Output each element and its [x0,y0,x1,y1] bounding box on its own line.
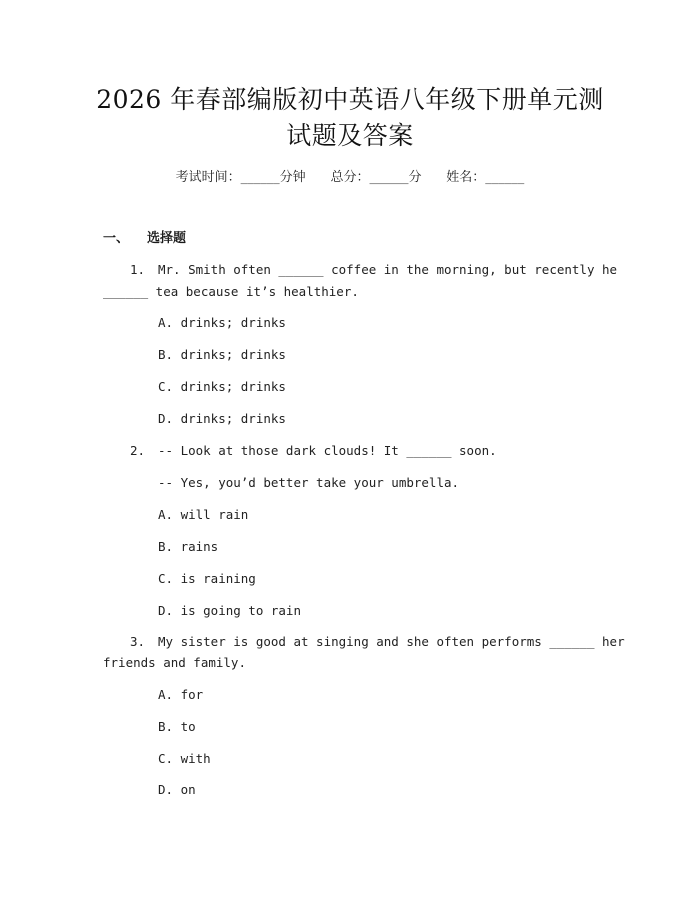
document-title-line-2: 试题及答案 [286,121,414,150]
question-3-option-a: A. for [158,687,204,702]
question-1-number: 1. [130,262,146,277]
question-1-option-d: D. drinks; drinks [158,411,286,426]
section-heading [103,230,186,248]
question-1-stem-line-2: ______ tea because it’s healthier. [103,284,359,299]
section-title: 选择题 [147,231,187,246]
question-2-option-c: C. is raining [158,571,256,586]
document-title-line-1: 2026 年春部编版初中英语八年级下册单元测 [96,85,604,114]
question-2-option-b: B. rains [158,539,219,554]
question-1-stem-line-1: Mr. Smith often ______ coffee in the morning, but recently he [158,262,618,277]
question-2-stem-line-1: -- Look at those dark clouds! It ______ soon. [158,443,497,458]
question-2-number: 2. [130,443,146,458]
question-2-stem-line-2: -- Yes, you’d better take your umbrella. [158,475,460,490]
exam-time-field: 考试时间：______分钟 [175,170,306,185]
question-1-option-b: B. drinks; drinks [158,347,286,362]
question-2-option-d: D. is going to rain [158,603,301,618]
question-1-option-a: A. drinks; drinks [158,315,286,330]
question-3-stem-line-2: friends and family. [103,655,246,670]
total-score-field: 总分：______分 [330,170,422,185]
question-3-number: 3. [130,634,146,649]
question-3-option-b: B. to [158,719,196,734]
exam-meta [0,169,700,187]
question-3-option-c: C. with [158,751,211,766]
student-name-field: 姓名：______ [446,170,525,185]
section-number: 一、 [103,231,130,246]
question-2-option-a: A. will rain [158,507,249,522]
question-3-stem-line-1: My sister is good at singing and she often performs ______ her [158,634,625,649]
question-1-option-c: C. drinks; drinks [158,379,286,394]
question-3-option-d: D. on [158,782,196,797]
